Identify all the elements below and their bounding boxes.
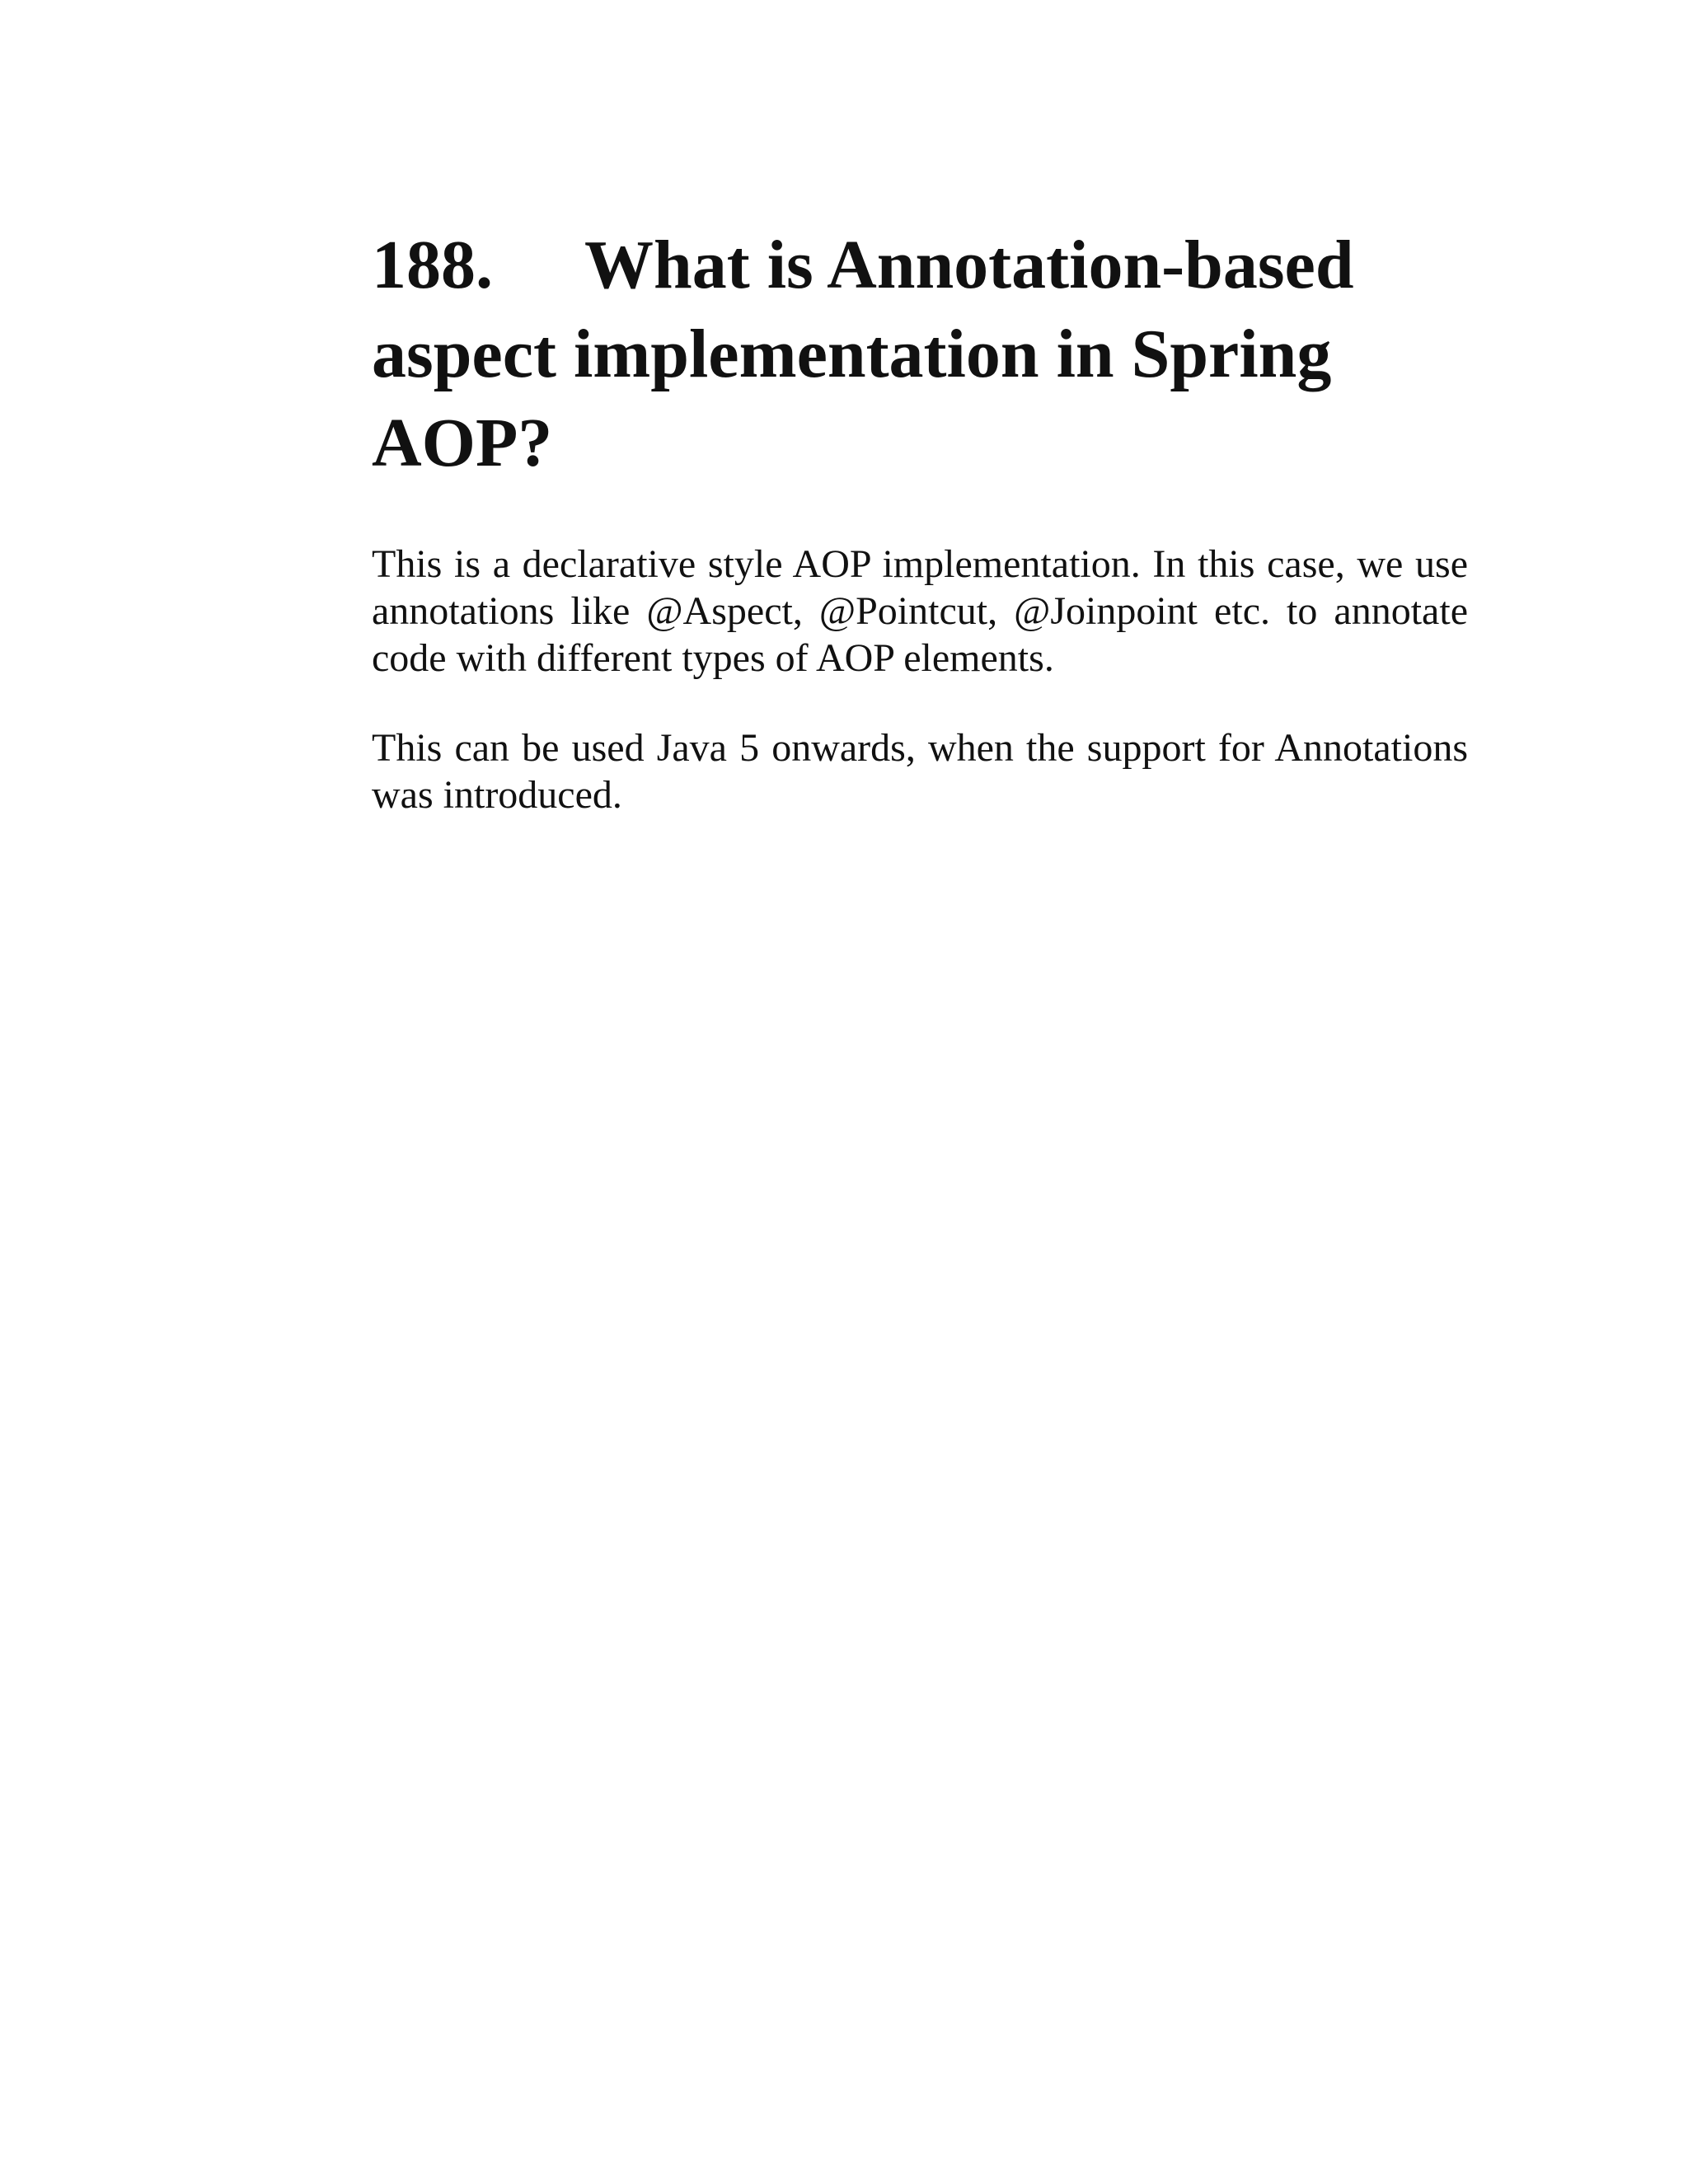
section-title: What is Annotation-based aspect implementation in Spring AOP?	[372, 227, 1354, 481]
paragraph-2: This can be used Java 5 onwards, when the support for Annotations was introduced.	[372, 726, 1468, 817]
section-number: 188.	[372, 227, 493, 303]
page-content	[372, 221, 1468, 818]
paragraph-1: This is a declarative style AOP implementation. In this case, we use annotations like @Aspect, @Pointcut, @Joinpoint etc. to annotate code with different types of AOP elements.	[372, 542, 1468, 680]
section-heading	[372, 221, 1468, 488]
